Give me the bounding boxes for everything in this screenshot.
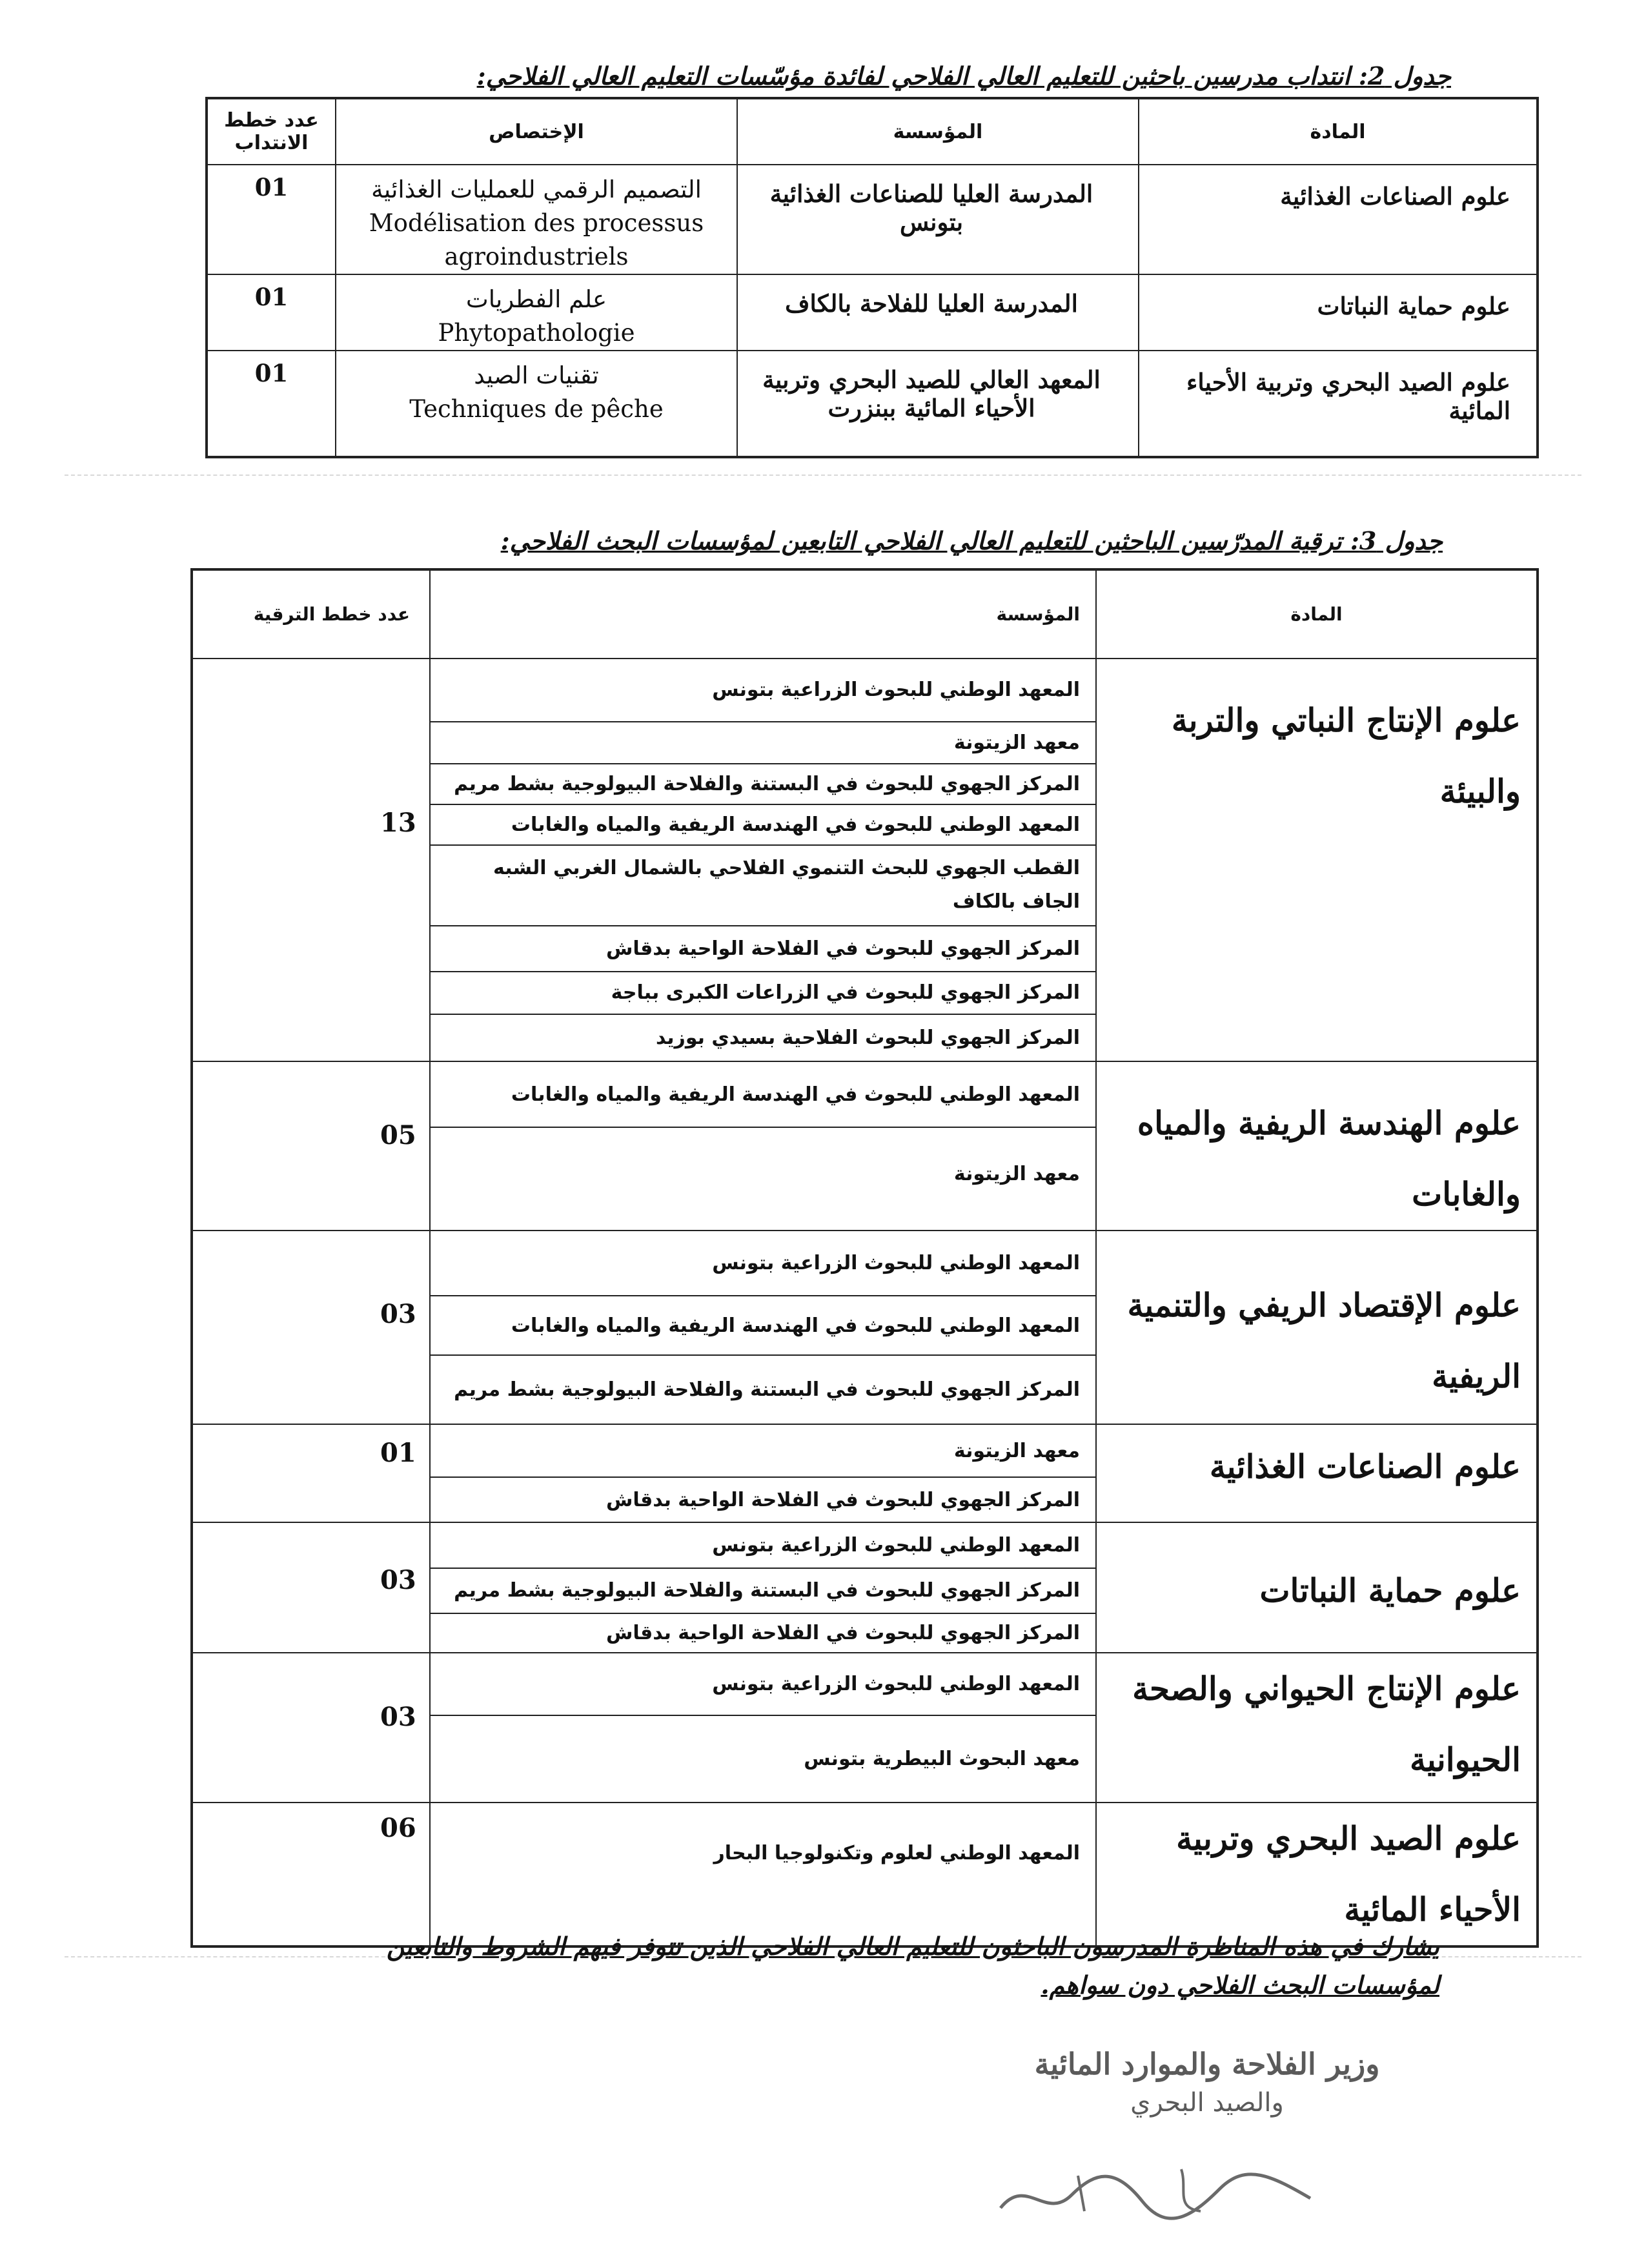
subject-cell: علوم الإنتاج الحيواني والصحة الحيوانية	[1096, 1653, 1538, 1803]
specialty-ar: علم الفطريات	[465, 285, 607, 313]
subject-cell: علوم الصناعات الغذائية	[1096, 1424, 1538, 1522]
header-institution: المؤسسة	[430, 569, 1096, 659]
list-item: معهد الزيتونة	[431, 1425, 1095, 1478]
institutions-cell	[430, 1803, 1096, 1946]
table-row	[192, 1231, 1538, 1424]
list-item: المعهد الوطني للبحوث الزراعية بتونس	[431, 1231, 1095, 1296]
table2-caption: جدول 2: انتداب مدرسين باحثين للتعليم العالي الفلاحي لفائدة مؤسّسات التعليم العالي الفلاحي:	[476, 61, 1451, 90]
subject-cell: علوم الإنتاج النباتي والتربة والبيئة	[1096, 659, 1538, 1061]
institutions-cell	[430, 1653, 1096, 1803]
list-item: المعهد الوطني للبحوث الزراعية بتونس	[431, 1523, 1095, 1569]
count-cell: 01	[207, 351, 336, 457]
subject-cell: علوم الصيد البحري وتربية الأحياء المائية	[1096, 1803, 1538, 1946]
table-row	[192, 1522, 1538, 1653]
header-subject: المادة	[1139, 98, 1538, 165]
count-cell: 01	[207, 165, 336, 274]
specialty-ar: التصميم الرقمي للعمليات الغذائية	[371, 176, 702, 203]
signature-title: وزير الفلاحة والموارد المائية	[1034, 2047, 1380, 2081]
table-row	[192, 1061, 1538, 1231]
count-cell: 13	[192, 659, 430, 1061]
subject-cell: علوم حماية النباتات	[1139, 274, 1538, 351]
table-header-row	[192, 569, 1538, 659]
list-item: المعهد الوطني للبحوث في الهندسة الريفية والمياه والغابات	[431, 1296, 1095, 1355]
subject-cell: علوم الإقتصاد الريفي والتنمية الريفية	[1096, 1231, 1538, 1424]
header-specialty: الإختصاص	[336, 98, 737, 165]
promotion-table	[190, 568, 1539, 1948]
list-item: معهد الزيتونة	[431, 722, 1095, 764]
list-item: المركز الجهوي للبحوث الفلاحية بسيدي بوزيد	[655, 1026, 1080, 1049]
list-item: المعهد الوطني للبحوث في الهندسة الريفية والمياه والغابات	[431, 1062, 1095, 1128]
institution-cell: المعهد العالي للصيد البحري وتربية الأحياء المائية ببنزرت	[737, 351, 1139, 457]
header-subject: المادة	[1096, 569, 1538, 659]
specialty-fr: Modélisation des processus agroindustriels	[369, 209, 704, 271]
table-header-row	[207, 98, 1538, 165]
list-item: المركز الجهوي للبحوث في الزراعات الكبرى بباجة	[431, 972, 1095, 1015]
institutions-cell	[430, 1231, 1096, 1424]
count-cell: 01	[192, 1424, 430, 1522]
header-count: عدد خطط الترقية	[192, 569, 430, 659]
list-item: المركز الجهوي للبحوث في الفلاحة الواحية بدقاش	[431, 926, 1095, 972]
table-row	[192, 1653, 1538, 1803]
list-item: القطب الجهوي للبحث التنموي الفلاحي بالشمال الغربي الشبه الجاف بالكاف	[431, 846, 1095, 926]
subject-cell: علوم الصناعات الغذائية	[1139, 165, 1538, 274]
list-item: المعهد الوطني لعلوم وتكنولوجيا البحار	[713, 1842, 1080, 1864]
count-cell: 01	[207, 274, 336, 351]
table-row	[192, 1803, 1538, 1946]
count-cell: 05	[192, 1061, 430, 1231]
list-item: المركز الجهوي للبحوث في البستنة والفلاحة البيولوجية بشط مريم	[431, 764, 1095, 805]
signature-subtitle: والصيد البحري	[1130, 2088, 1284, 2118]
specialty-ar: تقنيات الصيد	[474, 362, 599, 389]
subject-cell: علوم حماية النباتات	[1096, 1522, 1538, 1653]
specialty-fr: Phytopathologie	[438, 319, 635, 347]
header-count: عدد خطط الانتداب	[207, 98, 336, 165]
count-cell: 03	[192, 1231, 430, 1424]
list-item: المركز الجهوي للبحوث في الفلاحة الواحية بدقاش	[605, 1488, 1080, 1511]
specialty-cell	[336, 165, 737, 274]
count-cell: 03	[192, 1653, 430, 1803]
institutions-cell	[430, 1522, 1096, 1653]
list-item: المركز الجهوي للبحوث في البستنة والفلاحة البيولوجية بشط مريم	[454, 1378, 1080, 1401]
handwritten-signature	[988, 2150, 1323, 2227]
table-row	[207, 165, 1538, 274]
list-item: المعهد الوطني للبحوث الزراعية بتونس	[431, 1653, 1095, 1716]
table-row	[192, 1424, 1538, 1522]
institutions-cell	[430, 1061, 1096, 1231]
list-item: المعهد الوطني للبحوث في الهندسة الريفية والمياه والغابات	[431, 805, 1095, 846]
signature-block	[981, 2047, 1433, 2118]
header-institution: المؤسسة	[737, 98, 1139, 165]
count-cell: 03	[192, 1522, 430, 1653]
specialty-fr: Techniques de pêche	[409, 395, 664, 423]
list-item: المركز الجهوي للبحوث في البستنة والفلاحة البيولوجية بشط مريم	[431, 1569, 1095, 1613]
institutions-cell	[430, 659, 1096, 1061]
institutions-cell	[430, 1424, 1096, 1522]
table-row	[192, 659, 1538, 1061]
recruitment-table	[205, 97, 1539, 458]
table-row	[207, 274, 1538, 351]
count-cell: 06	[192, 1803, 430, 1946]
table-row	[207, 351, 1538, 457]
list-item: معهد البحوث البيطرية بتونس	[804, 1748, 1080, 1770]
table3-caption: جدول 3: ترقية المدرّسين الباحثين للتعليم العالي الفلاحي التابعين لمؤسسات البحث الفلاحي:	[500, 526, 1443, 555]
participation-note: يشارك في هذه المناظرة المدرسون الباحثون للتعليم العالي الفلاحي الذين تتوفر فيهم الشروط والتابعين لمؤسسات البحث الفلاحي دون سواهم.	[386, 1932, 1439, 1999]
subject-cell: علوم الصيد البحري وتربية الأحياء المائية	[1139, 351, 1538, 457]
fold-line	[65, 475, 1581, 476]
institution-cell: المدرسة العليا للفلاحة بالكاف	[737, 274, 1139, 351]
list-item: المركز الجهوي للبحوث في الفلاحة الواحية بدقاش	[605, 1621, 1080, 1644]
specialty-cell	[336, 351, 737, 457]
specialty-cell	[336, 274, 737, 351]
list-item: معهد الزيتونة	[953, 1163, 1080, 1185]
list-item: المعهد الوطني للبحوث الزراعية بتونس	[431, 659, 1095, 722]
subject-cell: علوم الهندسة الريفية والمياه والغابات	[1096, 1061, 1538, 1231]
institution-cell: المدرسة العليا للصناعات الغذائية بتونس	[737, 165, 1139, 274]
